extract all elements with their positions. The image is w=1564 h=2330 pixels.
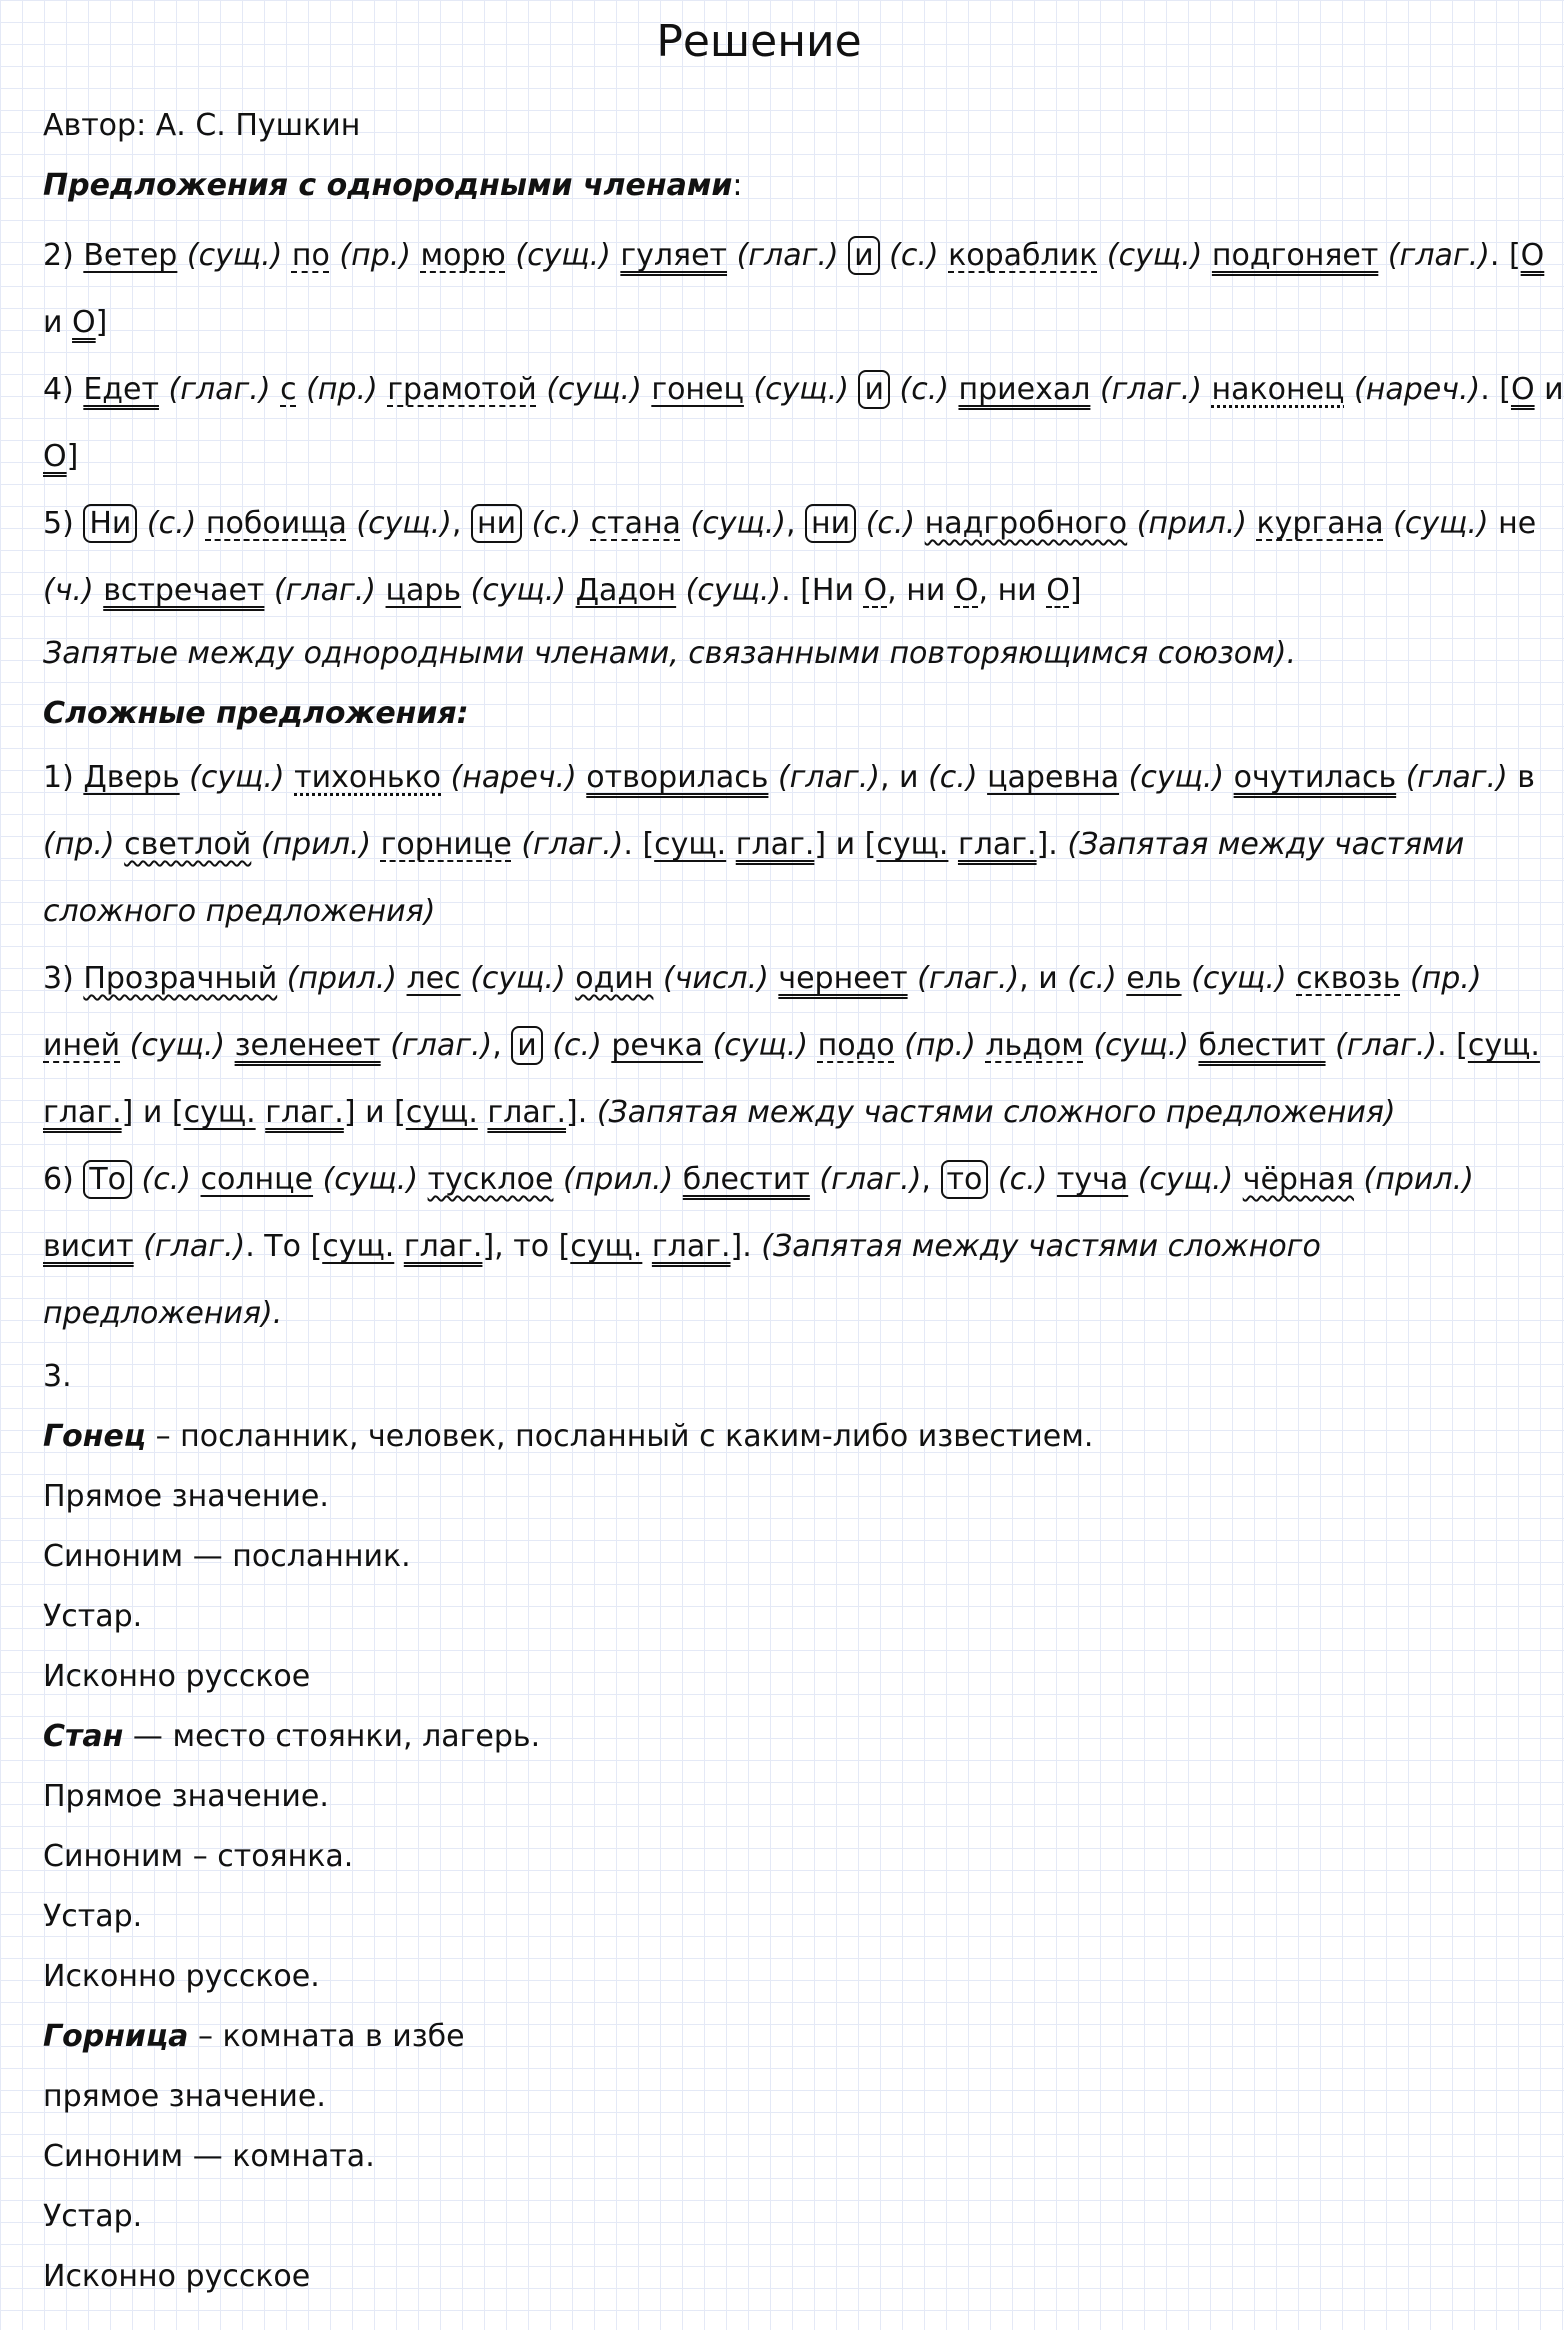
space [642,1229,652,1264]
word-attribute: чёрная [1242,1162,1355,1197]
complex-6-line-2 [43,1213,1483,1280]
word-pos-note: (сущ.) [505,238,621,273]
word-subject: Ветер [83,238,178,273]
scheme-subject: сущ. [405,1095,478,1130]
scheme-text: и [43,305,73,340]
word-attribute: один [575,961,654,996]
sentence-number: 3) [43,961,84,996]
word-subject: Дадон [575,573,677,608]
word-pos-note: (прил.) [251,827,381,862]
word-pos-note: (сущ.) [1119,760,1234,795]
vocab-gornitsa-definition [43,2007,1483,2067]
vocab-origin: Исконно русское [43,2259,311,2294]
vocab-definition: – комната в избе [188,2019,465,2054]
space [1117,961,1127,996]
scheme-homogeneous: O [1510,372,1535,407]
scheme-bracket: ] и [ [121,1095,184,1130]
scheme-bracket: . [ [1480,372,1511,407]
scheme-bracket: . [ [1489,238,1521,273]
word-pos-note: (с.) [856,506,925,541]
word-pos-note: (глаг.) [907,961,1020,996]
word-adverbial: по [291,238,330,273]
complex-3-line-2 [43,1012,1540,1079]
word-adverbial: сквозь [1296,961,1401,996]
word-pos-note: (с.) [132,1162,201,1197]
scheme-bracket: ] [66,439,79,474]
word-pos-note: (глаг.) [1325,1028,1438,1063]
conjunction-box: ни [805,504,856,543]
word-pos-note: (сущ.) [1097,238,1212,273]
scheme-subject: сущ. [183,1095,256,1130]
page-title: Решение [656,16,862,67]
complex-3-line-3 [43,1079,1483,1146]
word-pos-note: (сущ.) [1083,1028,1199,1063]
space [115,827,125,862]
vocab-definition: — место стоянки, лагерь. [123,1719,541,1754]
sentence-2-line-1 [43,222,1545,289]
word-subject: царь [385,573,462,608]
comma-note: (Запятая между частями [1067,827,1465,862]
conjunction-box: ни [471,504,522,543]
word-particle: не [1488,506,1537,541]
word-adverbial: наконец [1211,372,1345,407]
word-adverbial: морю [420,238,506,273]
word-predicate: встречает [103,573,265,608]
conjunction-box: и [848,236,880,275]
word-pos-note: (глаг.) [1396,760,1508,795]
word-pos-note: (глаг.) [380,1028,493,1063]
word-predicate: приехал [958,372,1091,407]
vocab-synonym: Синоним — комната. [43,2139,375,2174]
vocab-meaning: Прямое значение. [43,1479,329,1514]
space [726,827,736,862]
word-pos-note: (с.) [988,1162,1057,1197]
word-attribute: тусклое [427,1162,554,1197]
word-pos-note: (нареч.) [441,760,587,795]
word-pos-note: (сущ.) [1383,506,1489,541]
punctuation: : [732,168,743,203]
word-predicate: висит [43,1229,134,1264]
word-pos-note: (сущ.) [179,760,295,795]
word-adverbial: подо [817,1028,895,1063]
scheme-bracket: ] [1069,573,1082,608]
word-subject: ель [1126,961,1182,996]
scheme-predicate: глаг. [403,1229,483,1264]
word-pos-note: (сущ.) [743,372,859,407]
section-heading-complex: Сложные предложения: [43,696,469,731]
space [478,1095,488,1130]
vocab-term: Гонец [43,1419,147,1454]
scheme-homogeneous: O [954,573,979,608]
scheme-text: . То [ [245,1229,323,1264]
scheme-text: . [Ни [781,573,864,608]
word-pos-note: (сущ.) [461,573,576,608]
word-pos-note: (глаг.) [511,827,624,862]
scheme-bracket: ]. [566,1095,597,1130]
vocab-usage: Устар. [43,2199,143,2234]
scheme-bracket: ] [95,305,108,340]
sentence-number: 5) [43,506,84,541]
word-pos-note: (нареч.) [1344,372,1481,407]
conjunction-box: и [858,370,890,409]
word-pos-note: (пр.) [296,372,388,407]
vocab-synonym: Синоним — посланник. [43,1539,411,1574]
sentence-number: 4) [43,372,84,407]
word-adverbial: тихонько [294,760,442,795]
word-pos-note: (глаг.) [809,1162,922,1197]
word-pos-note: (пр.) [1400,961,1482,996]
word-predicate: очутилась [1233,760,1397,795]
vocab-term: Стан [43,1719,124,1754]
scheme-subject: сущ. [876,827,949,862]
word-subject: речка [611,1028,704,1063]
space [256,1095,266,1130]
scheme-text: и [1534,372,1564,407]
scheme-bracket: ] и [ [343,1095,406,1130]
word-pos-note: (с.) [522,506,591,541]
word-pos-note: (с.) [137,506,206,541]
space [394,1229,404,1264]
vocab-meaning: Прямое значение. [43,1779,329,1814]
word-pos-note: (глаг.) [768,760,880,795]
scheme-predicate: глаг. [651,1229,731,1264]
punctuation: , [921,1162,941,1197]
word-pos-note: (прил.) [1127,506,1257,541]
word-object: с [280,372,297,407]
scheme-predicate: глаг. [957,827,1037,862]
scheme-bracket: ] и [ [814,827,877,862]
conjunction-box: Ни [83,504,137,543]
word-pos-note: (пр.) [894,1028,986,1063]
vocab-stan-definition [43,1707,1483,1767]
word-pos-note: (сущ.) [120,1028,235,1063]
scheme-subject: сущ. [570,1229,643,1264]
word-object: побоища [205,506,347,541]
word-pos-note: (пр.) [329,238,421,273]
word-preposition: в [1507,760,1535,795]
word-predicate: чернеет [778,961,908,996]
scheme-predicate: глаг. [43,1095,122,1130]
scheme-text: , ни [887,573,955,608]
word-predicate: гуляет [620,238,728,273]
space [948,827,958,862]
word-subject: солнце [200,1162,314,1197]
section-heading-homogeneous [43,156,1483,216]
punctuation: , [785,506,806,541]
word-pos-note: (сущ.) [460,961,576,996]
vocab-usage: Устар. [43,1599,143,1634]
scheme-bracket: . [ [1437,1028,1468,1063]
scheme-bracket: . [ [623,827,655,862]
sentence-5-line-1 [43,490,1537,557]
word-pos-note: (прил.) [1354,1162,1474,1197]
scheme-subject: сущ. [1467,1028,1540,1063]
task-number: 3. [43,1359,72,1394]
word-adverbial: льдом [985,1028,1084,1063]
sentence-2-line-2 [43,289,1483,356]
word-pos-note: (прил.) [553,1162,683,1197]
scheme-predicate: глаг. [487,1095,567,1130]
scheme-homogeneous: O [43,439,67,474]
vocab-meaning: прямое значение. [43,2079,326,2114]
word-attribute: Прозрачный [83,961,278,996]
word-pos-note: (сущ.) [703,1028,818,1063]
word-pos-note: (сущ.) [1128,1162,1243,1197]
vocab-usage: Устар. [43,1899,143,1934]
complex-6-line-3: предложения). [43,1296,283,1331]
word-subject: гонец [651,372,744,407]
word-predicate: зеленеет [234,1028,381,1063]
complex-1-line-3: сложного предложения) [43,894,436,929]
punctuation: , [451,506,471,541]
scheme-homogeneous: O [863,573,888,608]
word-object: стана [590,506,681,541]
sentence-number: 6) [43,1162,84,1197]
word-pos-note: (с.) [1067,961,1117,996]
word-pos-note: (ч.) [43,573,94,608]
word-attribute: надгробного [924,506,1128,541]
conjunction-box: и [511,1026,543,1065]
scheme-predicate: глаг. [735,827,815,862]
comma-note: (Запятая между частями сложного предложения) [596,1095,1396,1130]
word-pos-note: (сущ.) [313,1162,428,1197]
vocab-synonym: Синоним – стоянка. [43,1839,354,1874]
complex-1-line-1 [43,744,1535,811]
vocab-term: Горница [43,2019,189,2054]
word-pos-note: (с.) [889,372,959,407]
sentence-number: 1) [43,760,84,795]
word-pos-note: (глаг.) [1090,372,1212,407]
sentence-number: 2) [43,238,84,273]
word-pos-note: (с.) [879,238,949,273]
word-pos-note: (пр.) [43,827,115,862]
vocab-gonets-definition [43,1407,1483,1467]
comma-note: (Запятая между частями сложного [761,1229,1321,1264]
scheme-text: , ни [978,573,1047,608]
space [94,573,104,608]
solution-content [43,96,1564,2307]
word-pos-note: (сущ.) [177,238,292,273]
vocab-definition: – посланник, человек, посланный с каким-либо известием. [146,1419,1094,1454]
scheme-homogeneous: O [1520,238,1545,273]
word-predicate: блестит [1198,1028,1326,1063]
scheme-subject: сущ. [322,1229,395,1264]
word-pos-note: (глаг.) [158,372,281,407]
word-subject: царевна [987,760,1120,795]
scheme-bracket: ]. [1036,827,1068,862]
word-pos-note: (с.) [542,1028,612,1063]
word-adverbial: горнице [380,827,512,862]
word-adverbial: иней [43,1028,121,1063]
word-pos-note: (глаг.) [133,1229,246,1264]
space [978,760,988,795]
word-pos-note: (сущ.) [1181,961,1297,996]
sentence-4-line-2 [43,423,1483,490]
section-heading-text: Предложения с однородными членами [43,168,733,203]
word-pos-note: (с.) [928,760,978,795]
scheme-homogeneous: O [1046,573,1070,608]
author-line: Автор: А. С. Пушкин [43,108,361,143]
word-predicate: отворилась [586,760,769,795]
vocab-origin: Исконно русское [43,1659,311,1694]
word-predicate: подгоняет [1211,238,1379,273]
scheme-text: ], то [ [482,1229,571,1264]
word-predicate: Едет [83,372,159,407]
punctuation: , и [879,760,929,795]
conjunction-box: То [83,1160,132,1199]
sentence-4-line-1 [43,356,1564,423]
note-homogeneous: Запятые между однородными членами, связанными повторяющимся союзом). [43,636,1297,671]
word-pos-note: (прил.) [277,961,407,996]
word-attribute: светлой [124,827,252,862]
word-object: кораблик [948,238,1098,273]
punctuation: , и [1019,961,1068,996]
scheme-subject: сущ. [654,827,727,862]
word-predicate: блестит [682,1162,810,1197]
complex-3-line-1 [43,945,1483,1012]
punctuation: , [492,1028,512,1063]
scheme-homogeneous: O [72,305,96,340]
word-object: грамотой [387,372,537,407]
sentence-5-line-2 [43,557,1483,624]
word-pos-note: (числ.) [653,961,779,996]
scheme-predicate: глаг. [265,1095,344,1130]
word-pos-note: (сущ.) [680,506,786,541]
word-pos-note: (глаг.) [727,238,849,273]
complex-1-line-2 [43,811,1483,878]
complex-6-line-1 [43,1146,1483,1213]
word-pos-note: (сущ.) [676,573,782,608]
word-pos-note: (сущ.) [346,506,452,541]
word-pos-note: (глаг.) [1378,238,1490,273]
conjunction-box: то [941,1160,989,1199]
word-subject: Дверь [83,760,180,795]
vocab-origin: Исконно русское. [43,1959,320,1994]
word-subject: туча [1056,1162,1129,1197]
scheme-bracket: ]. [730,1229,762,1264]
word-object: кургана [1256,506,1384,541]
word-pos-note: (сущ.) [536,372,652,407]
word-pos-note: (глаг.) [264,573,386,608]
word-subject: лес [406,961,461,996]
